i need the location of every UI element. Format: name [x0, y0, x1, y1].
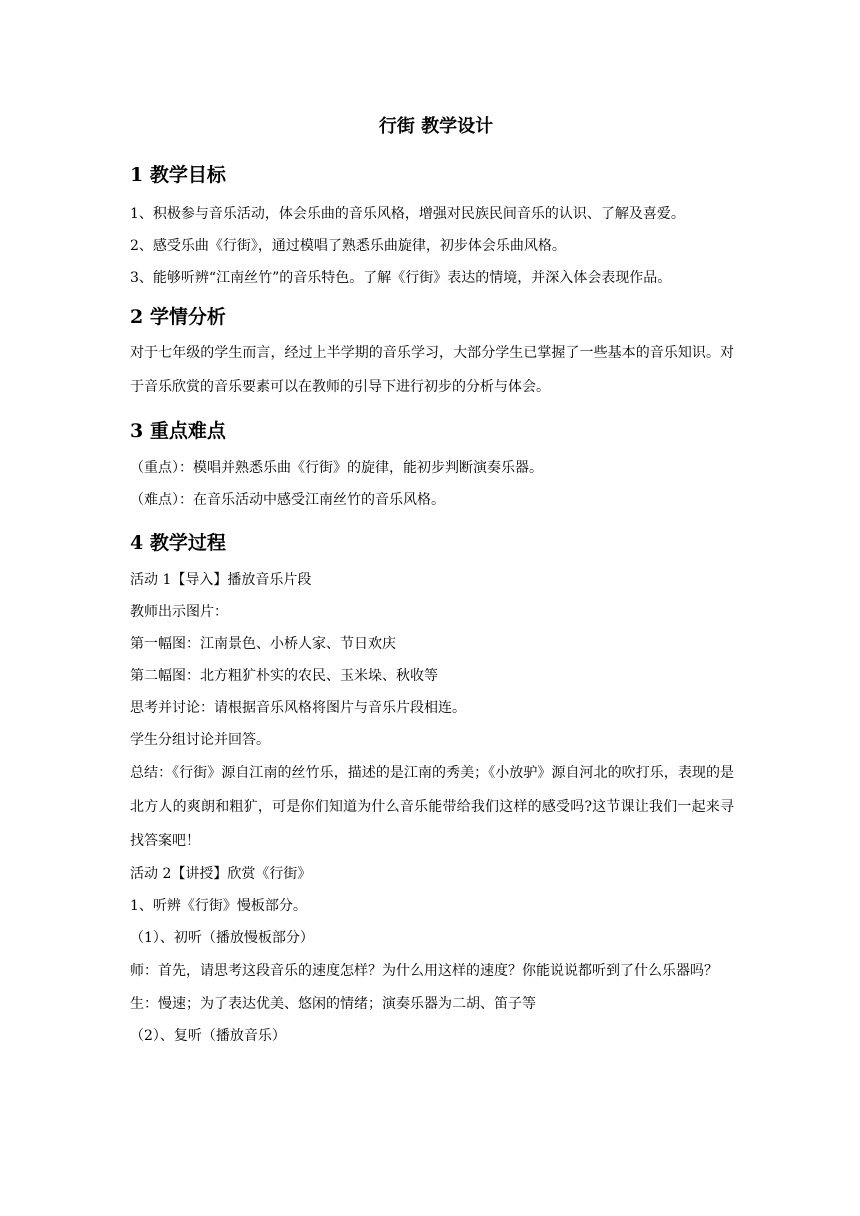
objective-item: 1、积极参与音乐活动，体会乐曲的音乐风格，增强对民族民间音乐的认识、了解及喜爱。: [130, 206, 685, 222]
section-teaching-objectives: [130, 162, 734, 294]
process-paragraph: 1、听辨《行街》慢板部分。: [130, 898, 307, 914]
section-heading: 2 学情分析: [130, 306, 226, 328]
teacher-question: 师：首先，请思考这段音乐的速度怎样？为什么用这样的速度？你能说说都听到了什么乐器吗？: [130, 963, 718, 979]
process-paragraph: 思考并讨论：请根据音乐风格将图片与音乐片段相连。: [130, 700, 466, 716]
process-paragraph: （2）、复听（播放音乐）: [130, 1028, 286, 1044]
process-paragraph: 第二幅图：北方粗犷朴实的农民、玉米垛、秋收等: [130, 668, 438, 684]
objective-item: 3、能够听辨“江南丝竹”的音乐特色。了解《行街》表达的情境，并深入体会表现作品。: [130, 270, 672, 286]
objective-item: 2、感受乐曲《行街》，通过模唱了熟悉乐曲旋律，初步体会乐曲风格。: [130, 238, 566, 254]
section-key-difficulties: [130, 418, 734, 516]
process-paragraph: （1）、初听（播放慢板部分）: [130, 930, 314, 946]
analysis-paragraph: 对于七年级的学生而言，经过上半学期的音乐学习，大部分学生已掌握了一些基本的音乐知识。对于音乐欣赏的音乐要素可以在教师的引导下进行初步的分析与体会。: [130, 345, 734, 395]
section-student-analysis: [130, 304, 734, 404]
key-point: （重点）：模唱并熟悉乐曲《行街》的旋律，能初步判断演奏乐器。: [130, 460, 543, 476]
summary-paragraph: 总结：《行街》源自江南的丝竹乐，描述的是江南的秀美；《小放驴》源自河北的吹打乐，表现的是北方人的爽朗和粗犷，可是你们知道为什么音乐能带给我们这样的感受吗?这节课让我们一起来寻找答案吧！: [130, 765, 734, 849]
process-paragraph: 学生分组讨论并回答。: [130, 732, 270, 748]
section-heading: 3 重点难点: [130, 420, 226, 442]
process-paragraph: 第一幅图：江南景色、小桥人家、节日欢庆: [130, 636, 396, 652]
process-paragraph: 教师出示图片：: [130, 604, 228, 620]
difficulty-point: （难点）：在音乐活动中感受江南丝竹的音乐风格。: [130, 492, 445, 508]
document-title: 行街 教学设计: [378, 116, 494, 137]
section-heading: 4 教学过程: [130, 532, 226, 554]
section-heading: 1 教学目标: [130, 164, 226, 186]
student-answer: 生：慢速；为了表达优美、悠闲的情绪；演奏乐器为二胡、笛子等: [130, 996, 536, 1012]
activity-heading: 活动 2【讲授】欣赏《行街》: [130, 866, 312, 882]
section-teaching-process: [130, 530, 734, 1052]
activity-heading: 活动 1【导入】播放音乐片段: [130, 572, 312, 588]
